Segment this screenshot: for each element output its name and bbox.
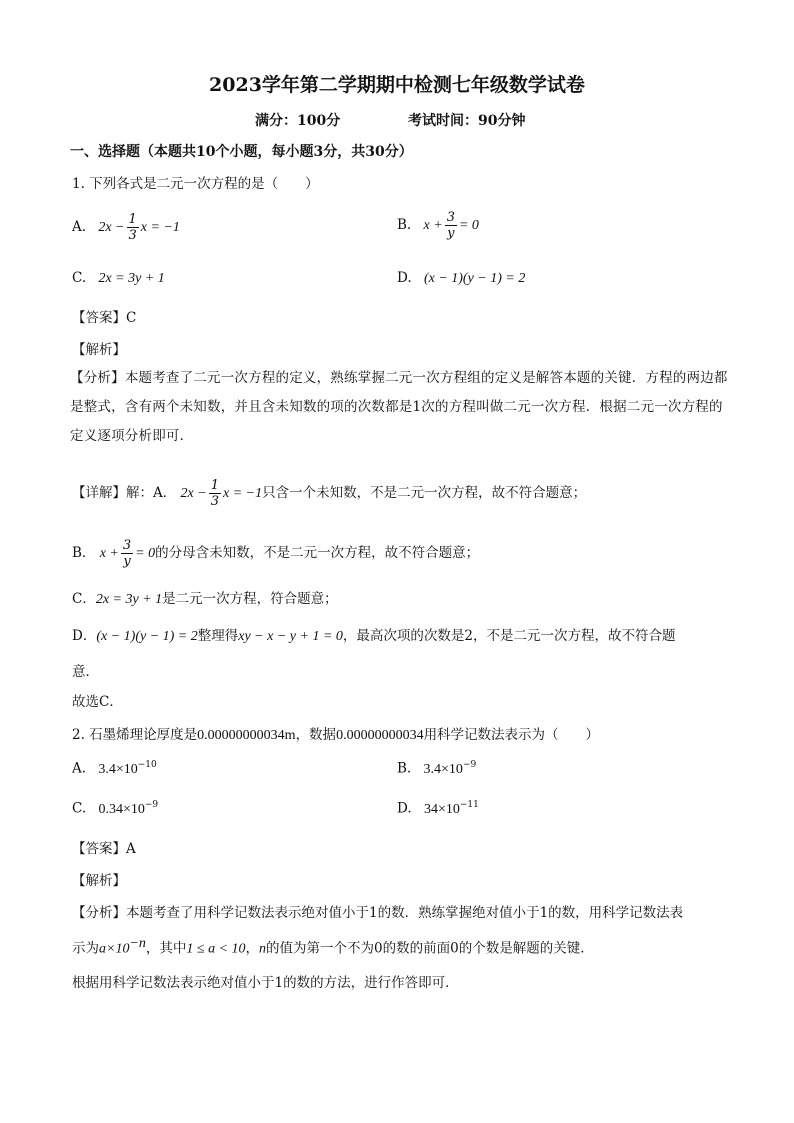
option-expression: 2x = 3y + 1 <box>98 271 165 286</box>
q2-option-d <box>397 800 479 818</box>
option-base: 3.4×10 <box>423 761 463 777</box>
q1-fenxi <box>70 364 728 451</box>
q2-option-b <box>397 760 476 778</box>
exam-time: 考试时间：90分钟 <box>408 113 526 129</box>
stem-number: 0.00000000034m <box>197 728 296 743</box>
fenxi-text: 示为 <box>72 940 99 957</box>
equation: (x − 1)(y − 1) = 2 <box>96 629 198 644</box>
q1-detail-b: B． x + $\frac{3}{y}$ = 0的分母含未知数，不是二元一次方程，故不符合题意； <box>72 538 480 569</box>
detail-mid: 整理得 <box>197 628 239 644</box>
fenxi-text: ， <box>245 940 260 957</box>
q1-detail-a: 【详解】解：A． 2x − $\frac{1}{3}$ x = −1只含一个未知数，不是二元一次方程，故不符合题意； <box>72 478 587 509</box>
option-exponent: −9 <box>462 760 477 770</box>
q1-conclusion: 故选C． <box>72 694 123 710</box>
answer-tag: 【答案】 <box>72 841 126 857</box>
option-label: C. <box>72 800 87 817</box>
option-base: 0.34×10 <box>98 801 145 817</box>
stem-text: 2. 石墨烯理论厚度是 <box>72 727 198 743</box>
q1-option-c <box>72 270 165 287</box>
q1-option-b: B. x + $\frac{3}{y}$ = 0 <box>397 210 479 241</box>
equation: xy − x − y + 1 = 0 <box>238 629 343 644</box>
option-label: B. <box>397 760 412 777</box>
answer-value: C <box>126 310 137 326</box>
detail-tag: 【详解】 <box>72 485 126 501</box>
expression: a×10 <box>99 941 130 957</box>
detail-suffix: 只含一个未知数，不是二元一次方程，故不符合题意； <box>262 485 587 501</box>
q2-option-c <box>72 800 158 818</box>
fraction: $\frac{3}{y}$ <box>446 210 455 241</box>
q1-detail-d-cont: 意． <box>72 664 99 680</box>
detail-prefix: C． <box>72 591 96 607</box>
fraction: $\frac{1}{3}$ <box>128 212 137 243</box>
q2-last-line: 根据用科学记数法表示绝对值小于1的数的方法，进行作答即可． <box>72 975 459 991</box>
q1-analysis-tag: 【解析】 <box>72 342 126 358</box>
option-expression: (x − 1)(y − 1) = 2 <box>423 271 526 286</box>
detail-prefix: D． <box>72 628 97 644</box>
q1-answer <box>72 306 136 326</box>
fenxi-text: 的值为第一个不为0的数的前面0的个数是解题的关键． <box>266 940 594 957</box>
option-base: 3.4×10 <box>98 761 138 777</box>
answer-tag: 【答案】 <box>72 310 126 326</box>
section-heading: 一、选择题（本题共10个小题，每小题3分，共30分） <box>70 144 413 160</box>
option-label: D. <box>397 270 412 286</box>
q1-option-d <box>397 270 525 287</box>
option-exponent: −9 <box>144 800 159 810</box>
question-2-stem <box>72 723 599 744</box>
q1-option-a: A. 2x − $\frac{1}{3}$ x = −1 <box>72 212 180 243</box>
option-exponent: −11 <box>459 800 479 810</box>
option-label: D. <box>397 800 412 817</box>
full-score: 满分：100分 <box>255 113 341 129</box>
expression: 1 ≤ a < 10 <box>186 941 246 957</box>
fenxi-text: ，其中 <box>145 940 187 957</box>
fenxi-tag: 【分析】 <box>72 905 126 921</box>
stem-text: 用科学记数法表示为（ ） <box>423 727 600 743</box>
option-label: B. <box>397 217 412 233</box>
fraction: $\frac{3}{y}$ <box>122 538 132 569</box>
q2-fenxi-line2 <box>72 936 594 958</box>
q2-analysis-tag: 【解析】 <box>72 873 126 889</box>
detail-prefix: 解：A． <box>126 485 177 501</box>
q2-option-a <box>72 760 157 778</box>
fenxi-text: 本题考查了用科学记数法表示绝对值小于1的数．熟练掌握绝对值小于1的数，用科学记数法表 <box>126 905 684 921</box>
fraction: $\frac{1}{3}$ <box>210 478 219 509</box>
stem-number: 0.00000000034 <box>336 728 424 743</box>
option-label: A. <box>72 219 87 235</box>
q1-detail-d <box>72 624 676 645</box>
fenxi-text: 本题考查了二元一次方程的定义，熟练掌握二元一次方程组的定义是解答本题的关键．方程的两边都是整式，含有两个未知数，并且含未知数的项的次数都是1次的方程叫做二元一次方程．根据二元一次方程的定义逐项分析即可． <box>70 370 728 444</box>
q1-detail-c <box>72 587 338 608</box>
option-exponent: −10 <box>137 760 157 770</box>
detail-suffix: ，最高次项的次数是2，不是二元一次方程，故不符合题 <box>342 628 676 644</box>
fenxi-tag: 【分析】 <box>70 370 125 386</box>
q2-fenxi-line1 <box>72 901 683 921</box>
question-1-stem: 1. 下列各式是二元一次方程的是（ ） <box>72 176 319 192</box>
detail-prefix: B． <box>72 545 96 561</box>
q2-answer <box>72 837 136 857</box>
exponent: −n <box>129 936 146 951</box>
variable: n <box>259 941 267 957</box>
page-title: 2023学年第二学期期中检测七年级数学试卷 <box>209 74 585 96</box>
stem-text: ，数据 <box>295 727 337 743</box>
option-base: 34×10 <box>423 801 460 817</box>
equation: 2x = 3y + 1 <box>95 592 163 607</box>
detail-suffix: 是二元一次方程，符合题意； <box>162 591 338 607</box>
answer-value: A <box>126 841 136 857</box>
option-label: C. <box>72 270 87 286</box>
detail-suffix: 的分母含未知数，不是二元一次方程，故不符合题意； <box>155 545 480 561</box>
option-label: A. <box>72 760 87 777</box>
